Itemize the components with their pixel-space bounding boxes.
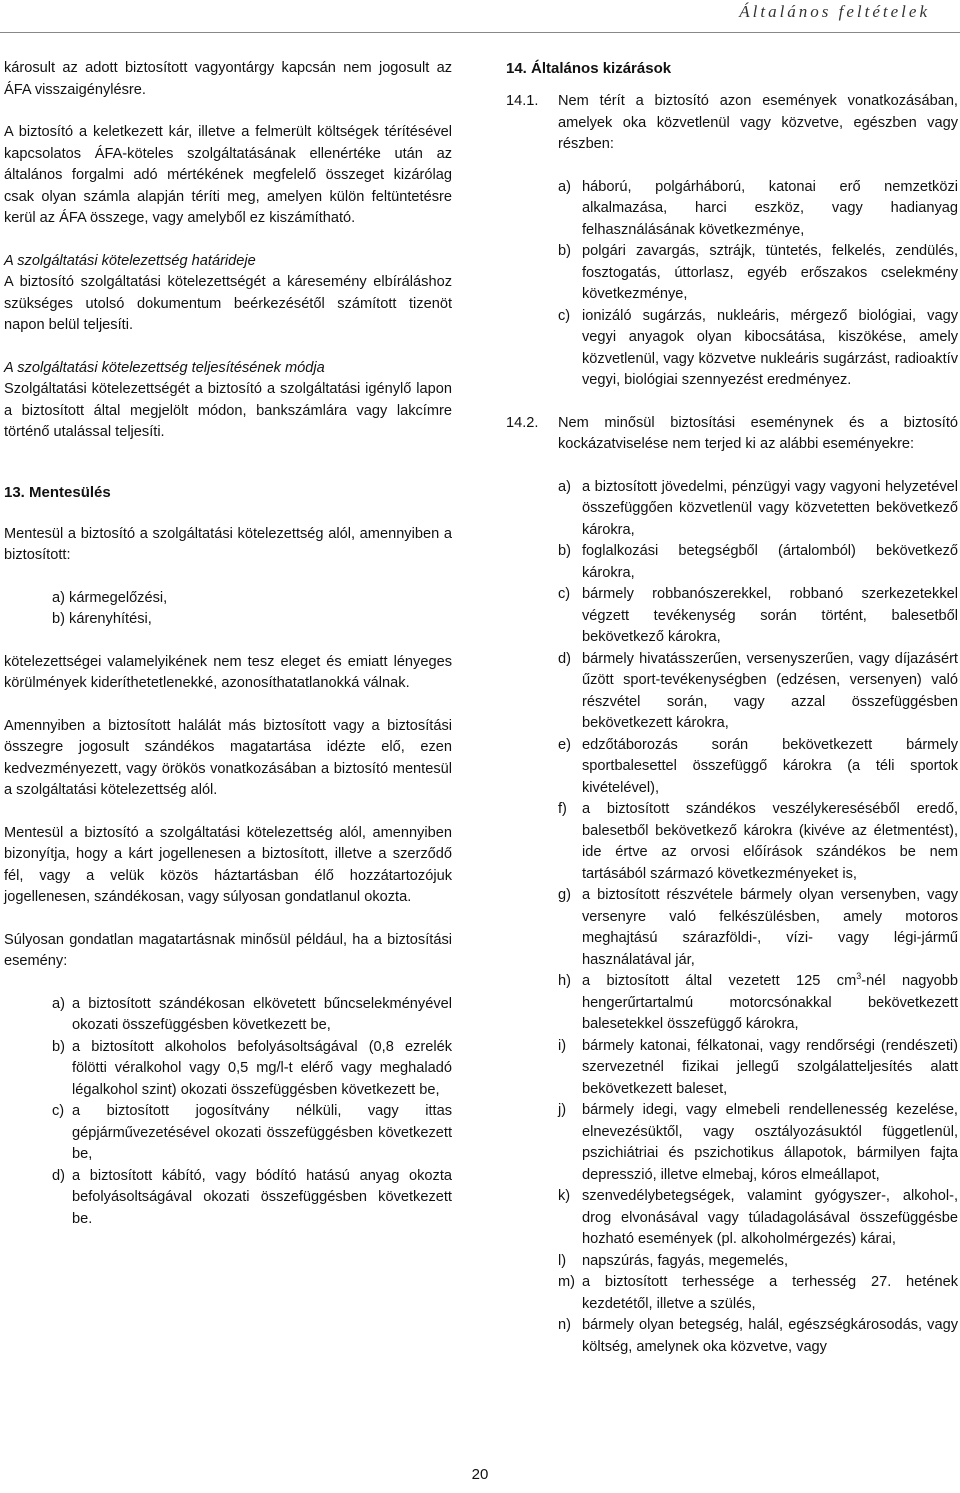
- list: [4, 994, 452, 1231]
- list-item: i) bármely katonai, félkatonai, vagy rendőrségi (rendészeti) szervezetnél fizikai jellegű szolgálatteljesítés alatt bekövetkezett baleset,: [558, 1037, 958, 1097]
- left-column: [4, 58, 452, 1230]
- paragraph: A biztosító a keletkezett kár, illetve a felmerült költségek térítésével kapcsolatos ÁFA-köteles szolgáltatásának ellenértéke után az általános forgalmi adó mértékének megfelelő összeget kizárólag csak olyan számla alapján téríti meg, amelyen külön feltüntetésre kerül az ÁFA összege, vagy amelyből ez kiszámítható.: [4, 124, 452, 226]
- paragraph: Mentesül a biztosító a szolgáltatási kötelezettség alól, amennyiben a biztosított:: [4, 525, 452, 563]
- list-item: e) edzőtáborozás során bekövetkezett bármely sportbalesettel összefüggő károkra (a téli sportok kivételével),: [558, 736, 958, 796]
- page-number: 20: [471, 1466, 489, 1483]
- list-item: a) kármegelőzési,: [52, 589, 168, 606]
- list-item: a) háború, polgárháború, katonai erő nemzetközi alkalmazása, harci eszköz, vagy hadianyag felhasználásának következménye,: [558, 178, 958, 238]
- list-item: f) a biztosított szándékos veszélykereséséből eredő, balesetből bekövetkező károkra (kivéve az életmentést), ide értve az orvosi előírások szándékos be nem tartásából származó következményeket is,: [558, 801, 958, 882]
- list-item: g) a biztosított részvétele bármely olyan versenyben, vagy versenyre való felkészülésben, amely motoros meghajtású szárazföldi-, vízi- vagy légi-jármű használatával jár,: [558, 887, 958, 968]
- list-item: a) a biztosított jövedelmi, pénzügyi vagy vagyoni helyzetével összefüggően közvetlenül vagy közvetetten bekövetkező károkra,: [558, 478, 958, 538]
- list-item: c) bármely robbanószerekkel, robbanó szerkezetekkel végzett tevékenység során történt, balesetből bekövetkező károkra,: [558, 586, 958, 645]
- paragraph: Mentesül a biztosító a szolgáltatási kötelezettség alól, amennyiben bizonyítja, hogy a kárt jogellenesen a biztosított, illetve a szerződő fél, vagy a velük közös háztartásban élő hozzátartozójuk jogellenesen, szándékosan, vagy súlyosan gondatlanul okozta.: [4, 824, 452, 905]
- section-13-title: 13. Mentesülés: [4, 483, 111, 501]
- clause-14-2: 14.2. Nem minősül biztosítási eseménynek és a biztosító kockázatviselése nem terjed ki az alábbi eseményekre:: [506, 414, 958, 452]
- list-item: b) foglalkozási betegségből (ártalomból) bekövetkező károkra,: [558, 543, 958, 581]
- list-item: l) napszúrás, fagyás, megemelés,: [558, 1252, 789, 1269]
- clause-14-1: 14.1. Nem térít a biztosító azon események vonatkozásában, amelyek oka közvetlenül vagy közvetve, egészben vagy részben:: [506, 93, 958, 152]
- paragraph: Amennyiben a biztosított halálát más biztosított vagy a biztosítási összegre jogosult szándékos magatartása idézte elő, ezen kedvezményezett, vagy örökös vonatkozásában a biztosító mentesül a szolgáltatási kötelezettség alól.: [4, 717, 452, 798]
- list-item: a) a biztosított szándékosan elkövetett bűncselekményével okozati összefüggésben következett be,: [52, 995, 452, 1033]
- list-item: b) polgári zavargás, sztrájk, tüntetés, felkelés, zendülés, fosztogatás, úttorlasz, egyéb erőszakos cselekmény következménye,: [558, 243, 958, 302]
- header-rule: [0, 32, 960, 33]
- list: [506, 477, 958, 1359]
- paragraph: A biztosító szolgáltatási kötelezettségét a káresemény elbíráláshoz szükséges utolsó dokumentum beérkezésétől számított tizenöt napon belül teljesíti.: [4, 274, 452, 333]
- right-column: [506, 58, 958, 1358]
- list-item: c) a biztosított jogosítvány nélküli, vagy ittas gépjárművezetésével okozati összefüggésben következett be,: [52, 1103, 452, 1162]
- list: [506, 177, 958, 392]
- subheading-method: A szolgáltatási kötelezettség teljesítésének módja: [4, 359, 325, 376]
- list-item: k) szenvedélybetegségek, valamint gyógyszer-, alkohol-, drog elvonásával vagy túladagolásával összefüggésbe hozható események (pl. alkoholmérgezés) kárai,: [558, 1188, 958, 1247]
- list-item: j) bármely idegi, vagy elmebeli rendellenesség kezelése, elnevezésüktől, vagy osztályozásuktól függetlenül, pszichiátriai és pszichotikus állapotok, bármilyen fajta depresszió, illetve elmebaj, kóros elmeállapot,: [558, 1102, 958, 1183]
- list-item: d) bármely hivatásszerűen, versenyszerűen, vagy díjazásért űzött sport-tevékenységben (edzésen, versenyen) való részvétel során, vagy azzal összefüggésben bekövetkezett károkra,: [558, 650, 958, 731]
- running-header: Általános feltételek: [739, 2, 930, 21]
- list-item: b) a biztosított alkoholos befolyásoltságával (0,8 ezrelék fölötti véralkohol vagy 0,5 mg/l-t elérő vagy meghaladó légalkohol szint) okozati összefüggésben következett be,: [52, 1038, 452, 1098]
- list-item: h) a biztosított által vezetett 125 $cm^3$-nél nagyobb hengerűrtartalmú motorcsónakkal bekövetkezett balesetekkel összefüggő károkra,: [558, 971, 958, 1032]
- list-item: d) a biztosított kábító, vagy bódító hatású anyag okozta befolyásoltságával okozati összefüggésben következett be.: [52, 1167, 452, 1227]
- section-14-title: 14. Általános kizárások: [506, 60, 672, 77]
- list-item: c) ionizáló sugárzás, nukleáris, mérgező biológiai, vagy vegyi anyagok olyan kibocsátása, kiszökése, amely közvetlenül, vagy közvetve nukleáris sugárzást, radioaktív vegyi, biológiai szennyezést eredményez.: [558, 307, 958, 388]
- list-item: b) kárenyhítési,: [52, 611, 152, 627]
- list: [4, 588, 452, 631]
- paragraph: károsult az adott biztosított vagyontárgy kapcsán nem jogosult az ÁFA visszaigénylésre.: [4, 60, 452, 98]
- list-item: n) bármely olyan betegség, halál, egészségkárosodás, vagy költség, amelynek oka közvetve, vagy: [558, 1317, 958, 1355]
- paragraph: Súlyosan gondatlan magatartásnak minősül például, ha a biztosítási esemény:: [4, 931, 452, 969]
- list-item: m) a biztosított terhessége a terhesség 27. hetének kezdetétől, illetve a szülés,: [558, 1274, 958, 1312]
- paragraph: kötelezettségei valamelyikének nem tesz eleget és emiatt lényeges körülmények kideríthetetlenekké, azonosíthatatlanokká válnak.: [4, 653, 452, 691]
- subheading-deadline: A szolgáltatási kötelezettség határideje: [4, 252, 256, 269]
- paragraph: Szolgáltatási kötelezettségét a biztosító a szolgáltatási igénylő lapon a biztosított által megjelölt módon, bankszámlára vagy lakcímre történő utalással teljesíti.: [4, 381, 452, 440]
